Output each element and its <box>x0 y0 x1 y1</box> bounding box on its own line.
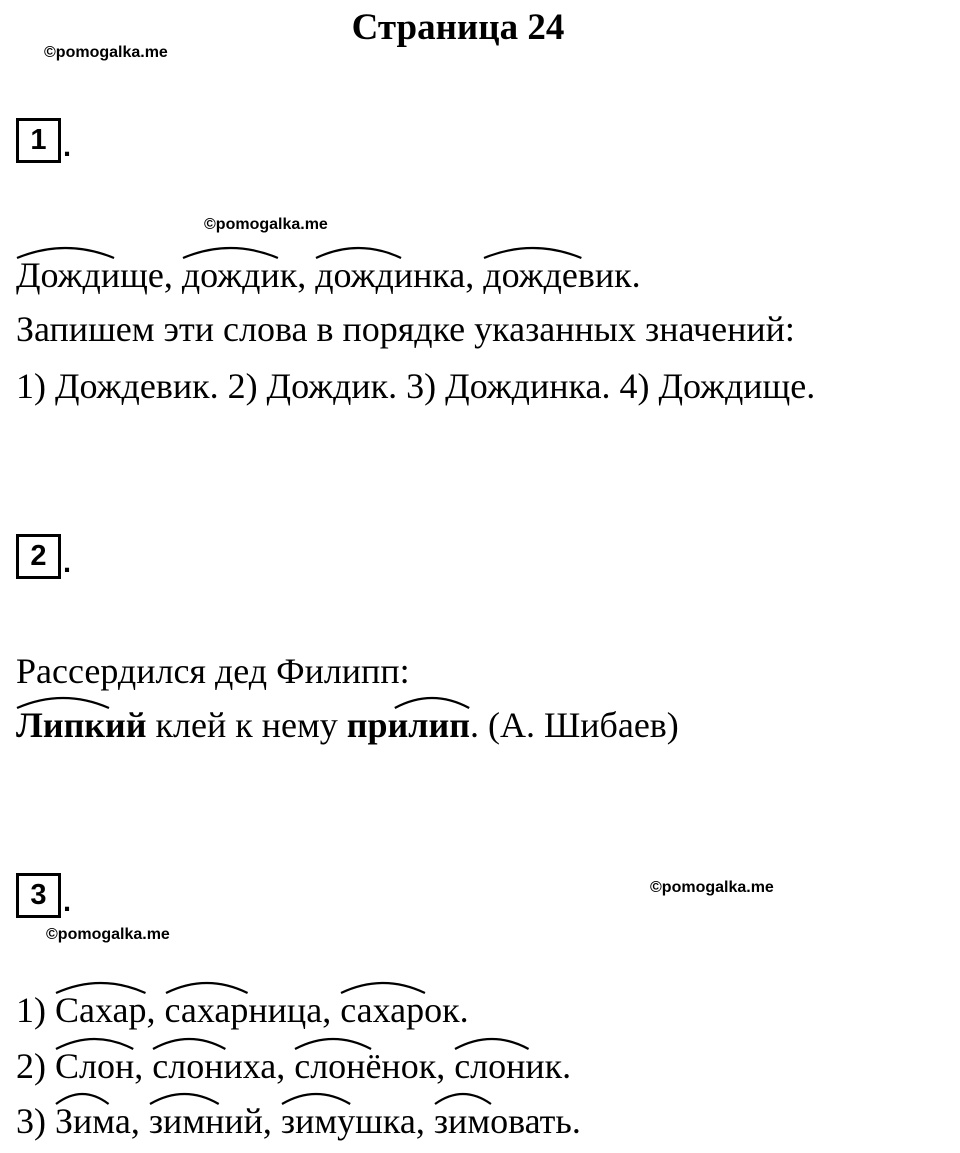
word-with-root-arc: сахарок <box>340 990 459 1030</box>
exercise-number-box: 1 <box>16 118 61 163</box>
root-arc-path <box>153 1039 225 1049</box>
word-with-root-arc: зимушка <box>281 1101 416 1141</box>
root-arc-path <box>282 1094 350 1104</box>
root-arc <box>165 979 323 995</box>
word-with-root-arc: слоник <box>454 1046 562 1086</box>
word-with-root-arc: Слон <box>55 1046 134 1086</box>
root-arc <box>434 1090 572 1106</box>
root-arc-path <box>166 983 248 993</box>
exercise-number-dot: . <box>63 131 72 163</box>
root-arc <box>55 1035 134 1051</box>
root-arc-path <box>316 248 401 258</box>
word-with-root-arc: зимовать <box>434 1101 572 1141</box>
root-arc-path <box>17 248 114 258</box>
word-with-root-arc: Сахар <box>55 990 147 1030</box>
word-with-root-arc: дождевик <box>483 255 631 295</box>
root-arc-path <box>56 1039 133 1049</box>
root-arc <box>315 244 465 260</box>
root-arc <box>149 1090 263 1106</box>
root-arc-path <box>56 1094 109 1104</box>
root-arc-path <box>484 248 581 258</box>
watermark: ©pomogalka.me <box>204 216 328 233</box>
root-arc <box>55 979 147 995</box>
word-with-root-arc: дождинка <box>315 255 465 295</box>
root-arc <box>16 694 147 710</box>
root-arc <box>483 244 631 260</box>
root-arc <box>347 694 470 710</box>
word-with-root-arc: Липкий <box>16 705 147 745</box>
root-arc <box>182 244 297 260</box>
exercise-1-instruction: Запишем эти слова в порядке указанных значений: <box>16 309 795 349</box>
root-arc-path <box>395 698 469 708</box>
word-with-root-arc: Зима <box>55 1101 131 1141</box>
exercise-number-box: 3 <box>16 873 61 918</box>
word-with-root-arc: слониха <box>152 1046 276 1086</box>
exercise-number-dot: . <box>63 886 72 918</box>
word-with-root-arc: Дождище <box>16 255 164 295</box>
root-arc-path <box>150 1094 219 1104</box>
root-arc-path <box>295 1039 371 1049</box>
watermark: ©pomogalka.me <box>46 926 170 943</box>
word-with-root-arc: слонёнок <box>294 1046 436 1086</box>
root-arc-path <box>56 983 146 993</box>
root-arc <box>16 244 164 260</box>
root-arc <box>340 979 459 995</box>
root-arc <box>294 1035 436 1051</box>
exercise-2-poem-line-2: Липкий клей к нему прилип . (А. Шибаев) <box>16 705 679 745</box>
watermark: ©pomogalka.me <box>650 879 774 896</box>
root-arc <box>454 1035 562 1051</box>
exercise-1-answer: 1) Дождевик. 2) Дождик. 3) Дождинка. 4) Дождище. <box>16 366 816 406</box>
exercise-3-row: 2) Слон , слониха , слонёнок , слоник . <box>16 1046 571 1086</box>
page-title: Страница 24 <box>351 7 565 48</box>
word-with-root-arc: зимний <box>149 1101 263 1141</box>
exercise-3-row: 1) Сахар , сахарница , сахарок . <box>16 990 469 1030</box>
word-with-root-arc: сахарница <box>165 990 323 1030</box>
root-arc-path <box>341 983 425 993</box>
root-arc <box>152 1035 276 1051</box>
exercise-3-row: 3) Зима , зимний , зимушка , зимовать . <box>16 1101 581 1141</box>
root-arc-path <box>435 1094 491 1104</box>
word-with-root-arc: дождик <box>182 255 297 295</box>
word-with-root-arc: прилип <box>347 705 470 745</box>
root-arc-path <box>183 248 278 258</box>
exercise-number-dot: . <box>63 547 72 579</box>
root-arc-path <box>17 698 109 708</box>
exercise-2-poem-line-1: Рассердился дед Филипп: <box>16 651 410 691</box>
root-arc <box>281 1090 416 1106</box>
root-arc-path <box>455 1039 529 1049</box>
exercise-number-box: 2 <box>16 534 61 579</box>
exercise-1-words-line: Дождище , дождик , дождинка , дождевик . <box>16 255 641 295</box>
root-arc <box>55 1090 131 1106</box>
watermark: ©pomogalka.me <box>44 44 168 61</box>
